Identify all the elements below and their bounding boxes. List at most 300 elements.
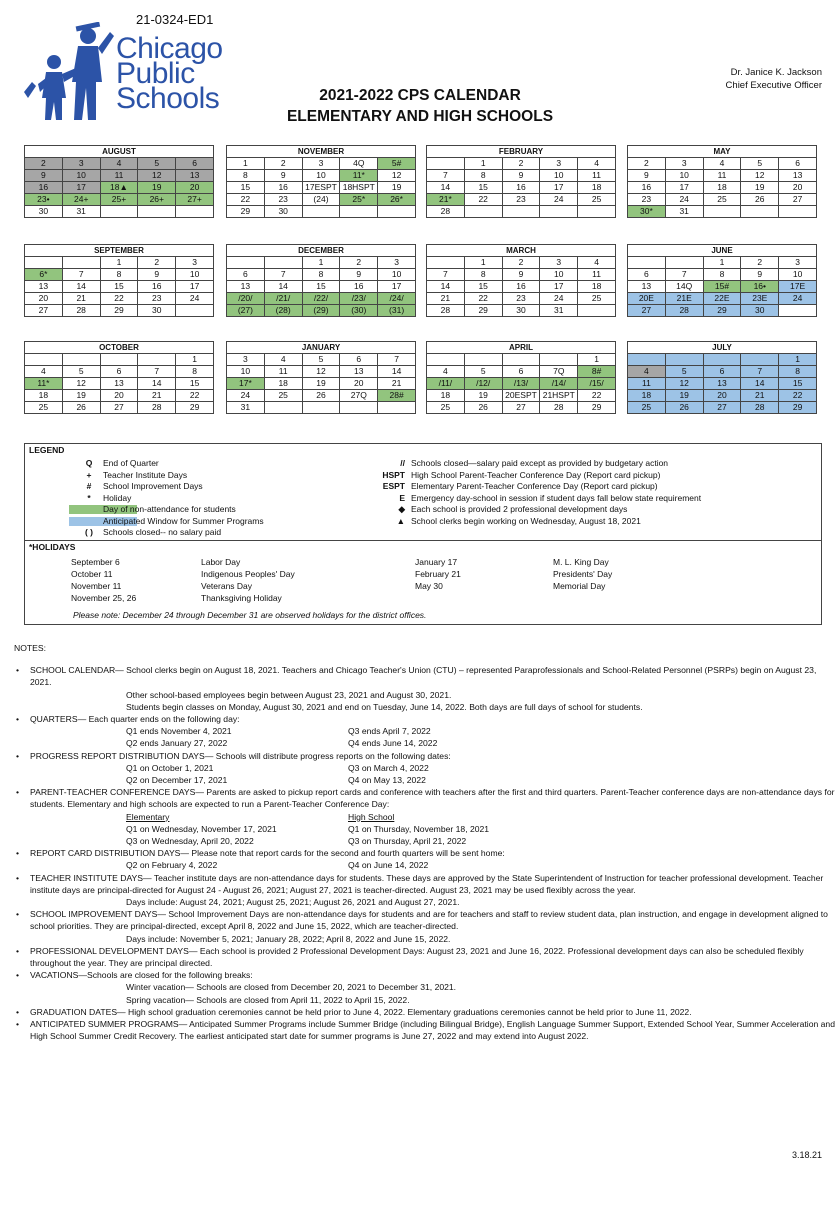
day-cell — [302, 402, 340, 414]
month-header: OCTOBER — [24, 341, 214, 353]
day-cell: 11 — [264, 366, 302, 378]
day-cell: 30 — [502, 305, 540, 317]
day-cell: 30* — [628, 206, 666, 218]
day-cell: (31) — [378, 305, 416, 317]
day-cell: 29 — [779, 402, 817, 414]
note-progress: • PROGRESS REPORT DISTRIBUTION DAYS— Schools will distribute progress reports on the following dates: — [16, 750, 451, 761]
day-cell: 10 — [378, 269, 416, 281]
day-cell: 17 — [540, 182, 578, 194]
month-header: JULY — [627, 341, 817, 353]
ceo-role: Chief Executive Officer — [725, 80, 822, 91]
day-cell: 26* — [378, 194, 416, 206]
week-row — [427, 206, 616, 218]
week-row — [25, 182, 214, 194]
day-cell — [264, 257, 302, 269]
day-cell: 20 — [340, 378, 378, 390]
day-cell: /12/ — [464, 378, 502, 390]
day-cell: 28 — [540, 402, 578, 414]
ceo-name: Dr. Janice K. Jackson — [730, 67, 822, 78]
month-grid — [226, 353, 416, 414]
day-cell — [176, 305, 214, 317]
day-cell: /24/ — [378, 293, 416, 305]
day-cell: /15/ — [578, 378, 616, 390]
day-cell: 12 — [665, 378, 703, 390]
week-row — [628, 402, 817, 414]
day-cell: 27 — [779, 194, 817, 206]
day-cell: 12 — [302, 366, 340, 378]
week-row — [427, 390, 616, 402]
day-cell: 4 — [100, 158, 138, 170]
day-cell: 25 — [578, 194, 616, 206]
week-row — [628, 194, 817, 206]
week-row — [227, 390, 416, 402]
day-cell: 12 — [62, 378, 100, 390]
month-grid — [24, 353, 214, 414]
day-cell: 15 — [176, 378, 214, 390]
week-row — [25, 206, 214, 218]
month-grid — [426, 256, 616, 317]
day-cell: 23 — [502, 293, 540, 305]
day-cell: 8 — [703, 269, 741, 281]
notes-section — [14, 642, 836, 1043]
day-cell — [378, 206, 416, 218]
day-cell: 18▲ — [100, 182, 138, 194]
day-cell: 22E — [703, 293, 741, 305]
day-cell: 28 — [665, 305, 703, 317]
week-row — [227, 158, 416, 170]
week-row — [227, 194, 416, 206]
month-header: NOVEMBER — [226, 145, 416, 157]
day-cell: 12 — [138, 170, 176, 182]
day-cell: 19 — [464, 390, 502, 402]
day-cell: 28 — [62, 305, 100, 317]
legend-text: School Improvement Days — [103, 481, 203, 491]
week-row — [227, 257, 416, 269]
day-cell — [779, 305, 817, 317]
week-row — [25, 281, 214, 293]
legend-text: Teacher Institute Days — [103, 469, 188, 480]
day-cell: 3 — [779, 257, 817, 269]
day-cell: 9 — [264, 170, 302, 182]
day-cell — [25, 257, 63, 269]
day-cell: 8 — [464, 170, 502, 182]
day-cell: 11 — [578, 269, 616, 281]
day-cell: 31 — [227, 402, 265, 414]
month-march — [426, 244, 616, 317]
day-cell: 16 — [138, 281, 176, 293]
day-cell: 4 — [578, 257, 616, 269]
day-cell: 4 — [264, 354, 302, 366]
day-cell: 25 — [578, 293, 616, 305]
day-cell: 20 — [779, 182, 817, 194]
month-header: JANUARY — [226, 341, 416, 353]
legend-text: Schools closed-- no salary paid — [103, 527, 222, 537]
day-cell — [502, 206, 540, 218]
day-cell: (27) — [227, 305, 265, 317]
day-cell: 30 — [25, 206, 63, 218]
day-cell: 1 — [302, 257, 340, 269]
day-cell: 6 — [176, 158, 214, 170]
day-cell: 10 — [665, 170, 703, 182]
month-grid — [627, 157, 817, 218]
day-cell: 17* — [227, 378, 265, 390]
week-row — [628, 354, 817, 366]
day-cell: 4 — [427, 366, 465, 378]
day-cell: 1 — [779, 354, 817, 366]
month-july — [627, 341, 817, 414]
day-cell: 9 — [502, 269, 540, 281]
month-header: SEPTEMBER — [24, 244, 214, 256]
month-november — [226, 145, 416, 218]
day-cell: 11* — [25, 378, 63, 390]
day-cell: 17E — [779, 281, 817, 293]
month-header: FEBRUARY — [426, 145, 616, 157]
note-ptc: • PARENT-TEACHER CONFERENCE DAYS— Parents are asked to pickup report cards and conference with teachers after the first and third quarters. Parent-Teacher conference days are non-attendance days for students. Elementary and high schools are expected to run a Parent-Teacher Conference Day: — [16, 787, 835, 810]
day-cell: 14 — [138, 378, 176, 390]
legend-text: Holiday — [103, 492, 132, 503]
day-cell: 22 — [100, 293, 138, 305]
legend-symbol: ◆ — [398, 504, 405, 514]
holiday-dates: September 6 October 11 November 11 November 25, 26 — [71, 557, 137, 603]
day-cell — [25, 354, 63, 366]
day-cell: 17 — [62, 182, 100, 194]
day-cell — [464, 354, 502, 366]
day-cell: 17 — [540, 281, 578, 293]
week-row — [25, 390, 214, 402]
month-grid — [627, 256, 817, 317]
day-cell: 10 — [227, 366, 265, 378]
day-cell: 2 — [741, 257, 779, 269]
day-cell — [340, 402, 378, 414]
day-cell: 23 — [502, 194, 540, 206]
day-cell: 3 — [176, 257, 214, 269]
day-cell: 30 — [264, 206, 302, 218]
day-cell: /13/ — [502, 378, 540, 390]
legend-text: Schools closed—salary paid except as provided by budgetary action — [411, 458, 669, 468]
week-row — [25, 170, 214, 182]
day-cell: 1 — [100, 257, 138, 269]
day-cell: 27+ — [176, 194, 214, 206]
day-cell: 18 — [628, 390, 666, 402]
day-cell: 1 — [703, 257, 741, 269]
day-cell: 24 — [227, 390, 265, 402]
day-cell: 16 — [340, 281, 378, 293]
month-september — [24, 244, 214, 317]
day-cell: 23 — [264, 194, 302, 206]
day-cell: 21 — [138, 390, 176, 402]
day-cell: 5# — [378, 158, 416, 170]
day-cell: 14 — [62, 281, 100, 293]
day-cell: 1 — [464, 158, 502, 170]
month-august — [24, 145, 214, 218]
day-cell: 6 — [340, 354, 378, 366]
revision-date: 3.18.21 — [791, 1150, 822, 1160]
day-cell: 10 — [302, 170, 340, 182]
day-cell: 24+ — [62, 194, 100, 206]
week-row — [427, 281, 616, 293]
title-line-2: ELEMENTARY AND HIGH SCHOOLS — [286, 108, 554, 125]
day-cell: 7 — [264, 269, 302, 281]
day-cell: 11 — [100, 170, 138, 182]
day-cell: 30 — [741, 305, 779, 317]
day-cell: (28) — [264, 305, 302, 317]
day-cell: 26 — [302, 390, 340, 402]
day-cell: 18 — [427, 390, 465, 402]
day-cell — [100, 206, 138, 218]
day-cell — [628, 354, 666, 366]
document-id: 21-0324-ED1 — [136, 12, 214, 27]
day-cell: 23• — [25, 194, 63, 206]
day-cell: 14 — [741, 378, 779, 390]
week-row — [227, 354, 416, 366]
month-header: JUNE — [627, 244, 817, 256]
month-may — [627, 145, 817, 218]
day-cell: 3 — [665, 158, 703, 170]
note-school-improvement: • SCHOOL IMPROVEMENT DAYS— School Improvement Days are non-attendance days for students and are for teachers and staff to review student data, plan instruction, and engage in development aligned to school priorities. They are principal-directed, except April 8, 2022 and June 15, 2022, which are teacher-directed. — [16, 909, 828, 932]
day-cell: 18 — [703, 182, 741, 194]
week-row — [227, 170, 416, 182]
day-cell: 14 — [427, 182, 465, 194]
month-grid — [426, 353, 616, 414]
day-cell — [578, 206, 616, 218]
day-cell: 19 — [378, 182, 416, 194]
legend-text: Anticipated Window for Summer Programs — [103, 515, 264, 526]
day-cell: 28 — [427, 206, 465, 218]
day-cell: 24 — [665, 194, 703, 206]
day-cell: 29 — [578, 402, 616, 414]
day-cell — [227, 257, 265, 269]
day-cell: 13 — [779, 170, 817, 182]
day-cell: 1 — [578, 354, 616, 366]
day-cell: 7 — [427, 269, 465, 281]
day-cell: 26 — [741, 194, 779, 206]
day-cell: 8 — [227, 170, 265, 182]
week-row — [427, 158, 616, 170]
day-cell: 25 — [264, 390, 302, 402]
legend-text: Emergency day-school in session if student days fall below state requirement — [411, 492, 702, 503]
note-teacher-institute: • TEACHER INSTITUTE DAYS— Teacher institute days are non-attendance days for students. These days are approved by the State Superintendent of Instruction for teacher professional development. Teacher institute days are principal-directed for August 24 - August 26, 2021; August 27, 2021 is teacher-directed. August 23, 2021 may be used flexibly across the year. — [16, 872, 824, 895]
week-row — [628, 269, 817, 281]
day-cell: 24 — [176, 293, 214, 305]
winter-vacation: Winter vacation— Schools are closed from December 20, 2021 to December 31, 2021. — [126, 982, 457, 993]
week-row — [628, 390, 817, 402]
day-cell: 11 — [703, 170, 741, 182]
school-improvement-days: Days include: November 5, 2021; January 28, 2022; April 8, 2022 and June 15, 2022. — [126, 933, 451, 944]
legend-symbol: ( ) — [84, 527, 94, 537]
day-cell: 15 — [779, 378, 817, 390]
day-cell: 2 — [25, 158, 63, 170]
day-cell: /21/ — [264, 293, 302, 305]
day-cell: 27 — [628, 305, 666, 317]
day-cell: 21 — [741, 390, 779, 402]
note-report-cards: • REPORT CARD DISTRIBUTION DAYS— Please note that report cards for the second and fourth quarters will be sent home: — [16, 848, 505, 859]
week-row — [227, 182, 416, 194]
day-cell — [62, 257, 100, 269]
month-grid — [24, 256, 214, 317]
report-row: Q2 on February 4, 2022 Q4 on June 14, 2022 — [126, 860, 429, 871]
day-cell: 22 — [464, 293, 502, 305]
day-cell: 3 — [227, 354, 265, 366]
day-cell: /23/ — [340, 293, 378, 305]
ptc-row-2: Q3 on Wednesday, April 20, 2022 Q3 on Thursday, April 21, 2022 — [126, 836, 467, 847]
day-cell: 19 — [138, 182, 176, 194]
day-cell: 11* — [340, 170, 378, 182]
day-cell: 20 — [703, 390, 741, 402]
month-grid — [226, 157, 416, 218]
legend-symbol: * — [87, 492, 91, 503]
note-school-calendar-3: Students begin classes on Monday, August 30, 2021 and end on Tuesday, June 14, 2022. Both days are full days of school for students. — [126, 701, 643, 712]
day-cell: 15 — [100, 281, 138, 293]
week-row — [427, 402, 616, 414]
day-cell: 29 — [176, 402, 214, 414]
day-cell: (29) — [302, 305, 340, 317]
ptc-row-1: Q1 on Wednesday, November 17, 2021 Q1 on Thursday, November 18, 2021 — [126, 823, 490, 834]
day-cell: 6 — [502, 366, 540, 378]
day-cell: 26 — [62, 402, 100, 414]
day-cell: 25 — [427, 402, 465, 414]
day-cell: 11 — [578, 170, 616, 182]
day-cell — [138, 354, 176, 366]
day-cell: 8 — [302, 269, 340, 281]
day-cell: 5 — [138, 158, 176, 170]
day-cell: 2 — [628, 158, 666, 170]
note-summer-programs: • ANTICIPATED SUMMER PROGRAMS— Anticipated Summer Programs include Summer Bridge (including Bilingual Bridge), English Language Summer Support, Extended School Year, Summer Acceleration and High School Summer Credit Recovery. The earliest anticipated start date for summer programs is June 27, 2022 and may extend into August 2022. — [16, 1019, 835, 1042]
day-cell: (30) — [340, 305, 378, 317]
week-row — [427, 293, 616, 305]
quarters-row-1: Q1 ends November 4, 2021 Q3 ends April 7, 2022 — [126, 726, 431, 737]
week-row — [427, 182, 616, 194]
week-row — [25, 194, 214, 206]
month-april — [426, 341, 616, 414]
day-cell: 21 — [427, 293, 465, 305]
month-october — [24, 341, 214, 414]
day-cell — [340, 206, 378, 218]
day-cell: 6* — [25, 269, 63, 281]
week-row — [227, 269, 416, 281]
day-cell: 22 — [779, 390, 817, 402]
holidays-divider — [25, 540, 821, 541]
week-row — [427, 257, 616, 269]
day-cell: 2 — [138, 257, 176, 269]
day-cell: 15 — [227, 182, 265, 194]
day-cell: 22 — [176, 390, 214, 402]
legend-symbol: E — [399, 492, 405, 503]
day-cell: 14 — [427, 281, 465, 293]
day-cell: 7 — [378, 354, 416, 366]
day-cell: 5 — [302, 354, 340, 366]
day-cell: 29 — [464, 305, 502, 317]
day-cell: 7 — [741, 366, 779, 378]
week-row — [427, 378, 616, 390]
day-cell: 13 — [703, 378, 741, 390]
week-row — [628, 293, 817, 305]
day-cell: 22 — [227, 194, 265, 206]
day-cell: 25 — [703, 194, 741, 206]
week-row — [25, 305, 214, 317]
day-cell: 27 — [502, 402, 540, 414]
month-grid — [24, 157, 214, 218]
day-cell: 3 — [378, 257, 416, 269]
day-cell — [703, 206, 741, 218]
month-december — [226, 244, 416, 317]
logo-line-2: Public — [116, 57, 195, 90]
note-graduation: • GRADUATION DATES— High school graduation ceremonies cannot be held prior to June 4, 2022. Elementary graduations ceremonies cannot be held prior to June 11, 2022. — [16, 1006, 692, 1017]
month-header: APRIL — [426, 341, 616, 353]
day-cell: 12 — [378, 170, 416, 182]
day-cell — [464, 206, 502, 218]
progress-row-1: Q1 on October 1, 2021 Q3 on March 4, 2022 — [126, 762, 429, 773]
legend-box — [24, 443, 822, 625]
week-row — [227, 293, 416, 305]
legend-symbol: Q — [85, 458, 93, 468]
week-row — [25, 366, 214, 378]
day-cell: 29 — [100, 305, 138, 317]
day-cell: 18 — [264, 378, 302, 390]
week-row — [427, 269, 616, 281]
day-cell: 24 — [779, 293, 817, 305]
day-cell: 20 — [25, 293, 63, 305]
day-cell: 4Q — [340, 158, 378, 170]
day-cell: 5 — [665, 366, 703, 378]
day-cell: 1 — [176, 354, 214, 366]
week-row — [25, 402, 214, 414]
day-cell — [665, 257, 703, 269]
day-cell: 13 — [628, 281, 666, 293]
day-cell — [100, 354, 138, 366]
day-cell: 27 — [703, 402, 741, 414]
month-grid — [226, 256, 416, 317]
legend-symbol: + — [86, 469, 92, 480]
day-cell: 17 — [665, 182, 703, 194]
day-cell: 7 — [62, 269, 100, 281]
day-cell: 12 — [741, 170, 779, 182]
month-january — [226, 341, 416, 414]
spring-vacation: Spring vacation— Schools are closed from April 11, 2022 to April 15, 2022. — [126, 994, 410, 1005]
day-cell: 17 — [176, 281, 214, 293]
day-cell: 6 — [703, 366, 741, 378]
page-title — [0, 82, 840, 127]
day-cell: 9 — [502, 170, 540, 182]
day-cell: (24) — [302, 194, 340, 206]
day-cell: 5 — [62, 366, 100, 378]
day-cell — [703, 354, 741, 366]
day-cell — [62, 354, 100, 366]
day-cell: 25 — [25, 402, 63, 414]
day-cell: 20E — [628, 293, 666, 305]
logo-line-3: Schools — [116, 82, 220, 115]
day-cell: 8 — [100, 269, 138, 281]
holidays-title: *HOLIDAYS — [29, 542, 76, 552]
day-cell: 20ESPT — [502, 390, 540, 402]
week-row — [227, 206, 416, 218]
week-row — [25, 293, 214, 305]
day-cell: 23 — [628, 194, 666, 206]
day-cell: 13 — [100, 378, 138, 390]
note-vacations: • VACATIONS—Schools are closed for the following breaks: — [16, 970, 253, 981]
day-cell: 29 — [227, 206, 265, 218]
legend-title: LEGEND — [29, 445, 65, 455]
day-cell: 22 — [464, 194, 502, 206]
day-cell — [427, 354, 465, 366]
logo-line-1: Chicago — [116, 32, 223, 65]
day-cell: 30 — [138, 305, 176, 317]
legend-symbol: // — [400, 458, 405, 468]
day-cell: 6 — [779, 158, 817, 170]
day-cell: 17ESPT — [302, 182, 340, 194]
month-june — [627, 244, 817, 317]
day-cell: 2 — [502, 257, 540, 269]
day-cell: 7 — [665, 269, 703, 281]
